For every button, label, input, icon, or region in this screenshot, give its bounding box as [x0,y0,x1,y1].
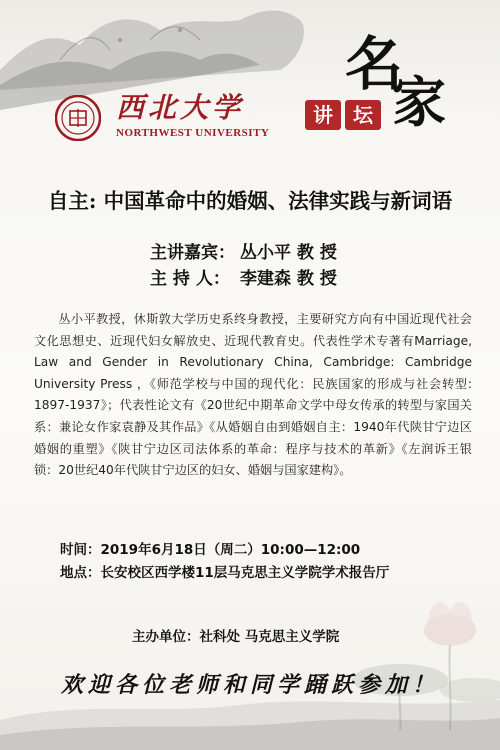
welcome-slogan: 欢迎各位老师和同学踊跃参加！ [60,672,439,698]
organizer-value: 社科处 马克思主义学院 [199,629,340,645]
lecture-title: 自主: 中国革命中的婚姻、法律实践与新词语 [47,189,453,213]
university-seal-logo [55,95,101,141]
organizer-line [132,625,339,645]
organizer-label: 主办单位： [132,629,200,645]
brand-char-jiang: 讲 [305,100,341,130]
time-label: 时间： [60,542,101,558]
host-label: 主 持 人： [150,269,230,289]
event-place-row [60,562,389,585]
speaker-row [150,240,337,266]
brand-char-ming: 名 [345,30,404,98]
speaker-bio [34,309,472,482]
speaker-label: 主讲嘉宾： [150,243,235,263]
speaker-name: 丛小平 教 授 [240,243,337,263]
university-name-en: NORTHWEST UNIVERSITY [116,127,270,139]
university-name-cn: 西北大学 [116,91,245,124]
time-value: 2019年6月18日（周二）10:00—12:00 [100,542,361,558]
bio-paragraph: 丛小平教授，休斯敦大学历史系终身教授，主要研究方向有中国近现代社会文化思想史、近现代妇女解放史、近现代教育史。代表性学术专著有Marriage, Law and Gender in Revolutionary China, Cambridge: Cambridge University Press ，《师范学校与中国的现代化：民族国家的形成与社会转型: 1897-1937》；代表性论文有《20世纪中期革命文学中母女传承的转型与家国关系：兼论女作家袁静及其作品》《从婚姻自由到婚姻自主：1940年代陕甘宁边区婚姻的重塑》《陕甘宁边区司法体系的革命：程序与技术的革新》《左润诉王银锁：20世纪40年代陕甘宁边区的妇女、婚姻与国家建构》。 [34,312,472,478]
host-name: 李建森 教 授 [240,269,337,289]
brand-jiangtan-badge [305,100,381,130]
brand-char-jia: 家 [392,70,446,134]
speaker-info [150,240,337,292]
place-label: 地点： [60,565,101,581]
brand-char-tan: 坛 [345,100,381,130]
place-value: 长安校区西学楼11层马克思主义学院学术报告厅 [100,565,390,581]
host-row [150,266,337,292]
event-time-row [60,539,389,562]
event-details [60,539,389,585]
